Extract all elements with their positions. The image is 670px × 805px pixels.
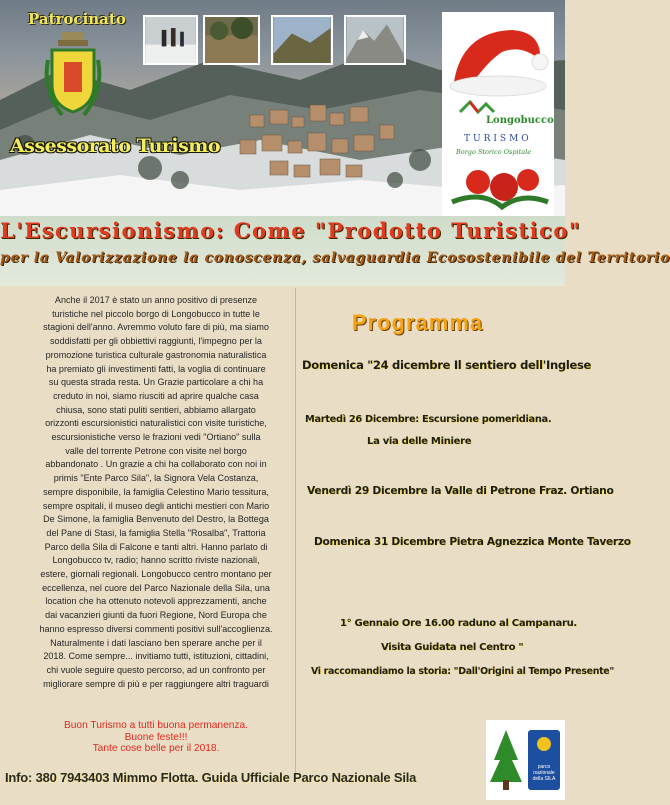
title-banner [0, 216, 670, 286]
hikers-photo [143, 15, 198, 65]
event-item: Domenica "24 dicembre Il sentiero dell'Inglese [302, 358, 592, 372]
wishes-block [24, 720, 288, 755]
peak-photo [344, 15, 406, 65]
parco-sila-logo [486, 720, 565, 800]
sila-park-icon [486, 720, 565, 800]
banner-title: L'Escursionismo: Come "Prodotto Turistico" [0, 218, 582, 243]
municipal-crest-icon [42, 30, 104, 125]
logo-name: Longobucco [486, 115, 554, 126]
village-image [230, 95, 410, 195]
column-divider [295, 288, 296, 783]
event-item: La via delle Miniere [367, 436, 472, 447]
footer-info: Info: 380 7943403 Mimmo Flotta. Guida Ufficiale Parco Nazionale Sila [5, 770, 417, 785]
banner-subtitle: per la Valorizzazione la conoscenza, salvaguardia Ecosostenibile del Territorio [0, 250, 670, 266]
valley-photo [271, 15, 333, 65]
forest-photo [203, 15, 260, 65]
logo-tag: Borgo Storico Ospitale [456, 148, 532, 156]
event-item: Martedì 26 Dicembre: Escursione pomeridiana. [305, 414, 552, 425]
event-item: Domenica 31 Dicembre Pietra Agnezzica Monte Taverzo [314, 536, 631, 548]
programma-title: Programma [351, 310, 484, 335]
assessorato-title: Assessorato Turismo [10, 135, 221, 157]
footer [0, 757, 485, 800]
event-item: Venerdì 29 Dicembre la Valle di Petrone Fraz. Ortiano [307, 484, 614, 497]
longobucco-turismo-logo [442, 12, 554, 217]
patrocinato-label: Patrocinato [28, 10, 126, 28]
sila-label: parco nazionale della SILA [532, 764, 556, 782]
body-panel [24, 288, 288, 700]
wish-line: Buone feste!!! [124, 731, 188, 743]
wish-line: Buon Turismo a tutti buona permanenza. [63, 720, 249, 731]
body-text: Anche il 2017 è stato un anno positivo di presenze turistiche nel piccolo borgo di Longobucco in tutte le stagioni dell'anno. Avremmo voluto fare di più, ma siamo soddisfatti per gli obbiettivi raggiunti, l'impegno per la promozione turistica culturale gastronomia naturalistica ha premiato gli investimenti fatti, la voglia di continuare su questa strada resta. Un Grazie particolare a chi ha creduto in noi, siamo riusciti ad aprire qualche casa chiusa, sono stati puliti sentieri, abbiamo allargato orizzonti escursionistici naturalistici con visite turistiche, escursionistiche verso le frazioni vedi "Ortiano" sulla valle del torrente Petrone con visite nel borgo abbandonato . Un grazie a chi ha collaborato con noi in primis "Ente Parco Sila", la Signora Vela Costanza, sempre disponibile, la famiglia Celestino Mario tessitura, sempre ospitali, il museo degli antichi mestieri con Mario De Simone, la famiglia Benvenuto del Destro, la Bottega del Pane di Stasi, la famiglia Stella "Rosalba", Trattoria Parco della Sila di Falcone e tanti altri. Hanno parlato di Longobucco tv, radio; hanno scritto riviste nazionali, estere, giornali regionali. Longobucco centro montano per eccellenza, nel cuore del Parco Nazionale della Sila, una location che ha ottenuto notevoli apprezzamenti, anche dai vacanzieri giunti da fuori Regione, Nord Europa che hanno espresso diversi commenti positivi sull'accoglienza. Naturalmente i dati lasciano ben sperare anche per il 2018. Come sempre... invitiamo tutti, istituzioni, cittadini, chi vuole seguire questo percorso, ad un confronto per migliorare sempre di più e per raggiungere altri traguardi [39, 295, 273, 689]
event-item: Visita Guidata nel Centro " [381, 642, 524, 653]
event-item: 1° Gennaio Ore 16.00 raduno al Campanaru. [340, 618, 577, 629]
logo-sub: TURISMO [464, 134, 532, 144]
header-photo [0, 0, 565, 225]
wish-line: Tante cose belle per il 2018. [92, 743, 220, 754]
event-item: Vi raccomandiamo la storia: "Dall'Origini al Tempo Presente" [311, 666, 614, 677]
